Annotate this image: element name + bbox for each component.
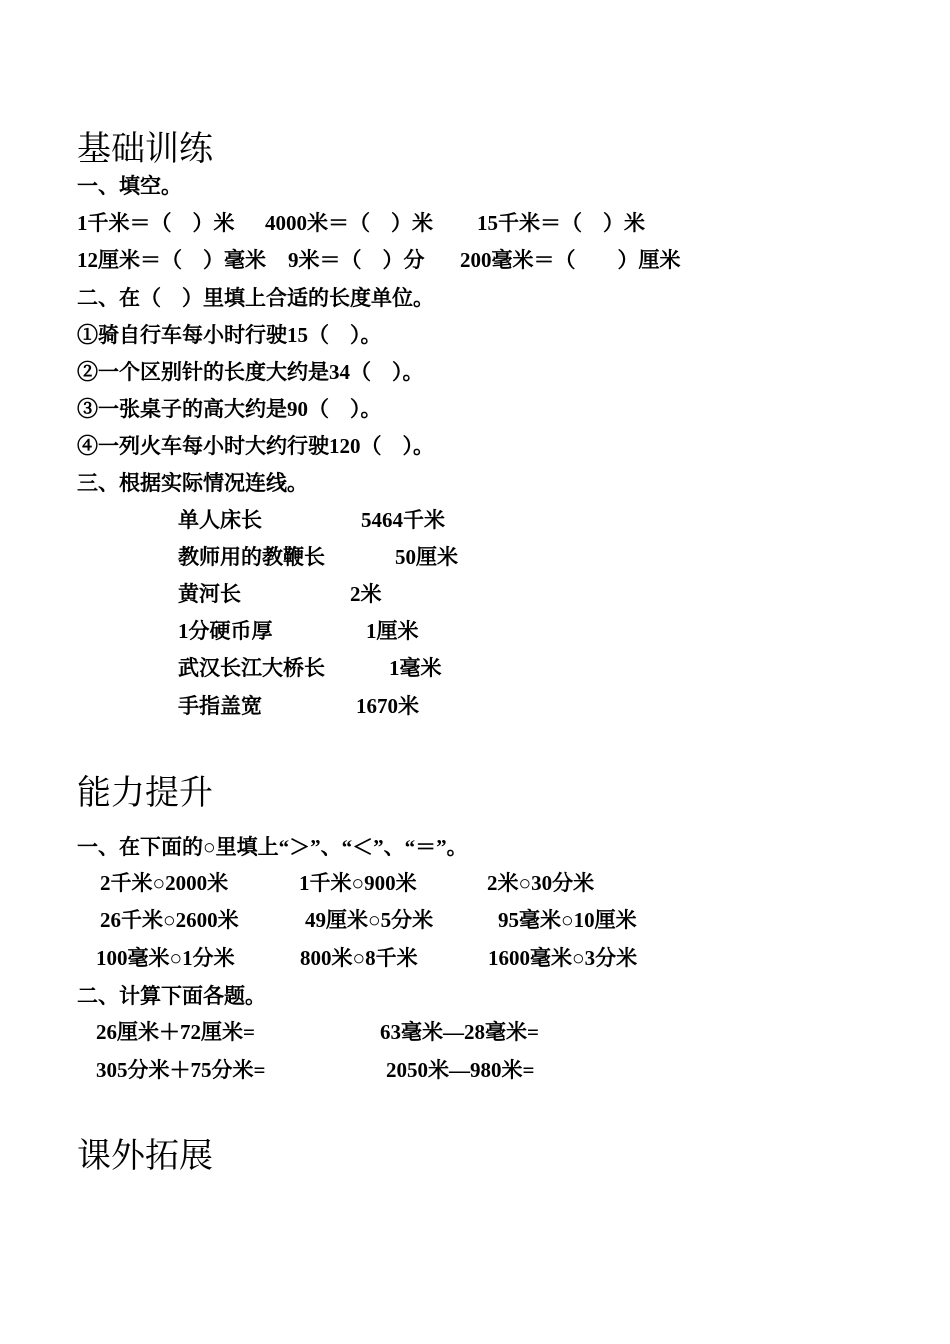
match-left-item: 单人床长 xyxy=(178,508,262,532)
match-right-item: 50厘米 xyxy=(395,545,458,569)
match-right-item: 1厘米 xyxy=(366,619,419,643)
match-left-item: 手指盖宽 xyxy=(178,694,262,718)
fill-blank-item: 9米＝（ ）分 xyxy=(288,248,425,272)
fill-blank-item: 200毫米＝（ ）厘米 xyxy=(460,248,681,272)
section-title-basic: 基础训练 xyxy=(77,129,213,169)
list-item: ④一列火车每小时大约行驶120（ ）。 xyxy=(77,434,434,458)
match-left-item: 教师用的教鞭长 xyxy=(178,545,325,569)
fill-blank-item: 4000米＝（ ）米 xyxy=(265,211,433,235)
compare-item: 100毫米○1分米 xyxy=(96,946,235,970)
fill-blank-item: 1千米＝（ ）米 xyxy=(77,211,235,235)
question-title: 二、计算下面各题。 xyxy=(77,984,266,1008)
compare-item: 2千米○2000米 xyxy=(100,871,229,895)
match-left-item: 1分硬币厚 xyxy=(178,619,273,643)
compare-item: 26千米○2600米 xyxy=(100,908,239,932)
calc-item: 63毫米—28毫米= xyxy=(380,1020,539,1044)
compare-item: 95毫米○10厘米 xyxy=(498,908,637,932)
section-title-ability: 能力提升 xyxy=(77,773,213,813)
section-title-extension: 课外拓展 xyxy=(77,1136,213,1176)
fill-blank-item: 15千米＝（ ）米 xyxy=(477,211,645,235)
list-item: ①骑自行车每小时行驶15（ ）。 xyxy=(77,323,382,347)
calc-item: 305分米＋75分米= xyxy=(96,1058,266,1082)
list-item: ③一张桌子的高大约是90（ ）。 xyxy=(77,397,382,421)
compare-item: 800米○8千米 xyxy=(300,946,418,970)
match-right-item: 1670米 xyxy=(356,694,419,718)
question-title: 一、在下面的○里填上“＞”、“＜”、“＝”。 xyxy=(77,835,468,859)
compare-item: 2米○30分米 xyxy=(487,871,595,895)
match-right-item: 2米 xyxy=(350,582,382,606)
match-right-item: 1毫米 xyxy=(389,656,442,680)
fill-blank-item: 12厘米＝（ ）毫米 xyxy=(77,248,266,272)
match-left-item: 黄河长 xyxy=(178,582,241,606)
question-title: 二、在（ ）里填上合适的长度单位。 xyxy=(77,286,434,310)
question-title: 三、根据实际情况连线。 xyxy=(77,471,308,495)
compare-item: 1千米○900米 xyxy=(299,871,417,895)
compare-item: 49厘米○5分米 xyxy=(305,908,434,932)
match-right-item: 5464千米 xyxy=(361,508,445,532)
match-left-item: 武汉长江大桥长 xyxy=(178,656,325,680)
compare-item: 1600毫米○3分米 xyxy=(488,946,638,970)
calc-item: 26厘米＋72厘米= xyxy=(96,1020,255,1044)
question-title: 一、填空。 xyxy=(77,174,182,198)
calc-item: 2050米—980米= xyxy=(386,1058,535,1082)
list-item: ②一个区别针的长度大约是34（ ）。 xyxy=(77,360,424,384)
